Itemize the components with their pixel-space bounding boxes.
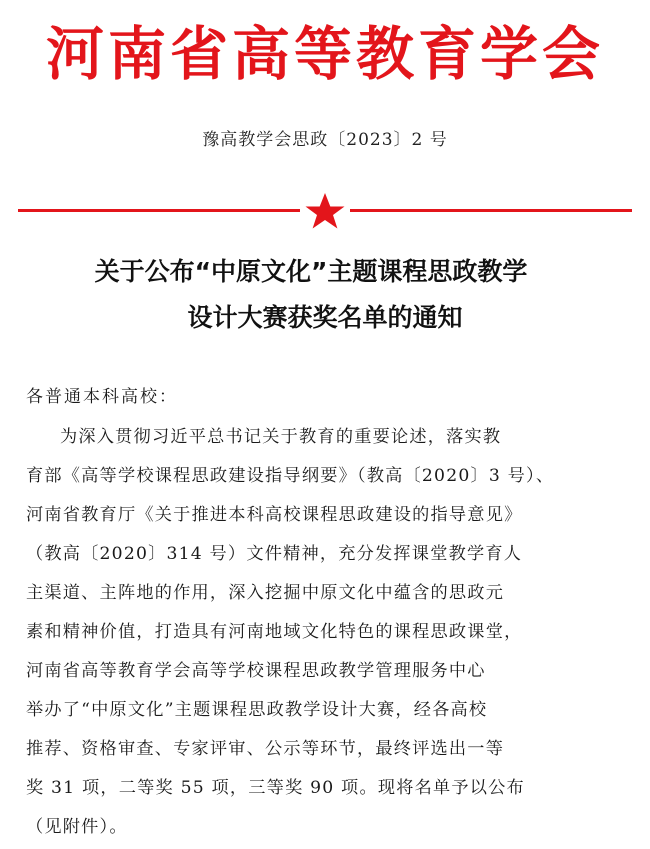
body-line: 举办了“中原文化”主题课程思政教学设计大赛，经各高校	[26, 700, 488, 720]
body-line: （教高〔2020〕314 号）文件精神，充分发挥课堂教学育人	[26, 544, 523, 564]
body-line: 主渠道、主阵地的作用，深入挖掘中原文化中蕴含的思政元	[26, 583, 505, 603]
organization-name: 河南省高等教育学会	[45, 20, 604, 88]
divider-right	[350, 209, 632, 212]
body-line: 河南省高等教育学会高等学校课程思政教学管理服务中心	[26, 661, 486, 681]
body-line: （见附件）。	[26, 817, 128, 837]
divider-left	[18, 209, 300, 212]
body-line: 育部《高等学校课程思政建设指导纲要》（教高〔2020〕3 号）、	[26, 466, 555, 486]
body-line: 奖 31 项，二等奖 55 项，三等奖 90 项。现将名单予以公布	[26, 778, 525, 798]
body-line: 推荐、资格审查、专家评审、公示等环节，最终评选出一等	[26, 739, 505, 759]
body-line: 素和精神价值，打造具有河南地域文化特色的课程思政课堂，	[26, 622, 523, 642]
body-line: 河南省教育厅《关于推进本科高校课程思政建设的指导意见》	[26, 505, 523, 525]
salutation: 各普通本科高校：	[26, 387, 178, 407]
notice-title-line-1: 关于公布“中原文化”主题课程思政教学	[94, 257, 528, 286]
document-number: 豫高教学会思政〔2023〕2 号	[202, 130, 448, 150]
body-line: 为深入贯彻习近平总书记关于教育的重要论述，落实教	[60, 427, 502, 447]
notice-title-line-2: 设计大赛获奖名单的通知	[187, 303, 463, 332]
star-icon	[300, 190, 350, 230]
